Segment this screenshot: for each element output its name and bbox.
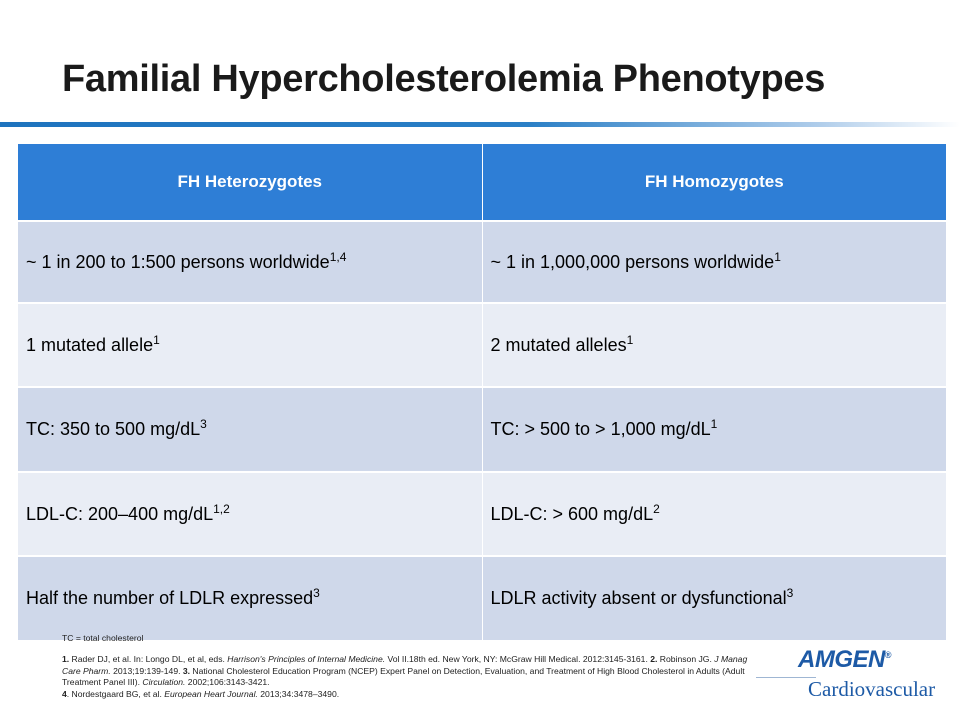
logo-divider <box>756 677 816 678</box>
cell-heterozygote-ldlc: LDL-C: 200–400 mg/dL$^{1,2}$ <box>18 472 482 556</box>
slide-title: Familial Hypercholesterolemia Phenotypes <box>62 58 826 100</box>
table-row <box>18 221 946 303</box>
cell-homozygote-ldlc: LDL-C: > 600 $mg/dL^2$ <box>482 472 946 556</box>
table-row <box>18 472 946 556</box>
table-row <box>18 387 946 472</box>
cell-heterozygote-ldlr: Half the number of LDLR expressed$^3$ <box>18 556 482 640</box>
cell-heterozygote-tc: TC: 350 to 500 $mg/dL^3$ <box>18 387 482 472</box>
title-divider <box>0 122 960 127</box>
abbreviation-note: TC = total cholesterol <box>62 633 144 643</box>
phenotype-table <box>18 144 946 640</box>
cell-heterozygote-prevalence: ~ 1 in 200 to 1:500 persons worldwide$^{1,4}$ <box>18 221 482 303</box>
cell-homozygote-alleles: 2 mutated alleles$^1$ <box>482 303 946 387</box>
cell-homozygote-tc: TC: > 500 to > 1,000 $mg/dL^1$ <box>482 387 946 472</box>
cardiovascular-wordmark: Cardiovascular <box>808 677 936 701</box>
table-row <box>18 303 946 387</box>
amgen-logo: AMGEN® <box>798 646 891 673</box>
table-header-row <box>18 144 946 221</box>
references: 1. Rader DJ, et al. In: Longo DL, et al, eds. Harrison's Principles of Internal Medicine. Vol II.18th ed. New York, NY: McGraw Hill Medical. 2012:3145-3161. 2. Robinson JG. J Manag Care Pharm. 2013;19:139-149. 3. National Cholesterol Education Program (NCEP) Expert Panel on Detection, Evaluation, and Treatment of High Blood Cholesterol in Adults (Adult Treatment Panel III). Circulation. 2002;106:3143-3421. 4. Nordestgaard BG, et al. European Heart Journal. 2013;34:3478–3490. <box>62 654 748 699</box>
header-homozygotes: FH Homozygotes <box>482 144 946 221</box>
footnotes <box>62 633 752 700</box>
cell-heterozygote-alleles: 1 mutated allele$^1$ <box>18 303 482 387</box>
table-row <box>18 556 946 640</box>
header-heterozygotes: FH Heterozygotes <box>18 144 482 221</box>
cell-homozygote-prevalence: ~ 1 in 1,000,000 persons worldwide$^1$ <box>482 221 946 303</box>
phenotype-table-container <box>18 144 946 640</box>
cell-homozygote-ldlr: LDLR activity absent or dysfunctional$^3$ <box>482 556 946 640</box>
